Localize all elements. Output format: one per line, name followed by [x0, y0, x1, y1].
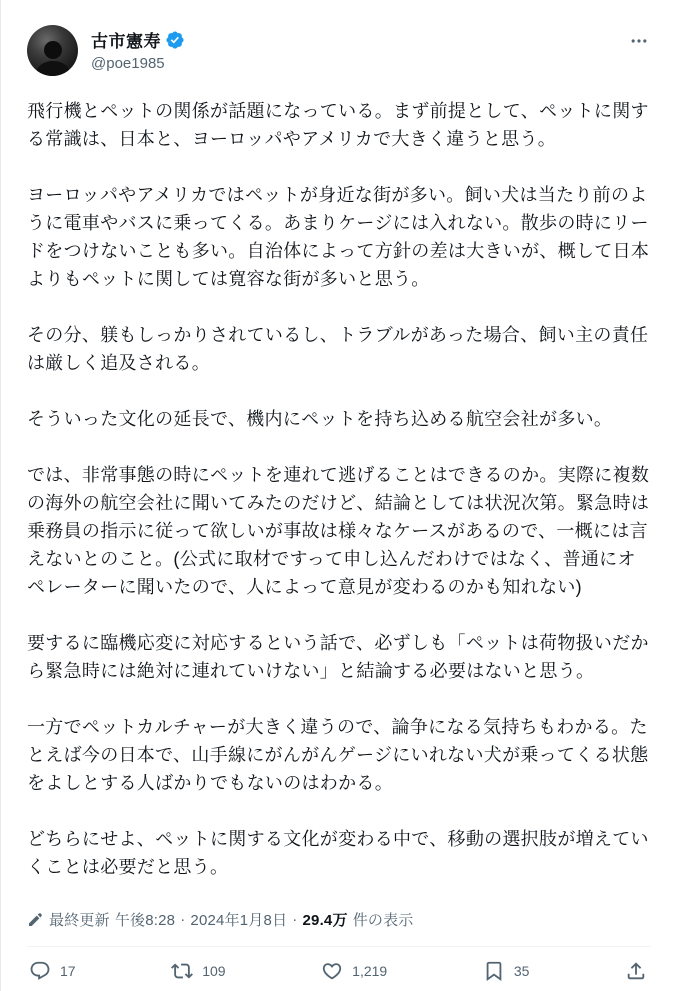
more-button[interactable] [627, 27, 651, 60]
post-metadata [27, 909, 651, 930]
post-paragraph: どちらにせよ、ペットに関する文化が変わる中で、移動の選択肢が増えていくことは必要だと思う。 [27, 829, 649, 877]
post-paragraph: ヨーロッパやアメリカではペットが身近な街が多い。飼い犬は当たり前のように電車やバスに乗ってくる。あまりケージには入れない。散歩の時にリードをつけないことも多い。自治体によって方針の差は大きいが、概して日本よりもペットに関しては寛容な街が多いと思う。 [27, 185, 650, 289]
meta-separator: · [292, 911, 298, 928]
bookmark-icon [483, 960, 505, 982]
reply-count: 17 [60, 963, 76, 979]
tweet-header [27, 25, 651, 76]
identity-block [91, 25, 627, 72]
views-count: 29.4万 [302, 912, 348, 929]
edited-label: 最終更新 [49, 912, 110, 929]
post-paragraph: そういった文化の延長で、機内にペットを持ち込める航空会社が多い。 [27, 409, 613, 429]
user-handle[interactable]: @poe1985 [91, 55, 165, 72]
reply-button[interactable] [29, 960, 76, 982]
edited-pencil-icon [27, 912, 43, 928]
post-paragraph: 飛行機とペットの関係が話題になっている。まず前提として、ペットに関する常識は、日本と、ヨーロッパやアメリカで大きく違うと思う。 [27, 101, 649, 149]
like-button[interactable] [321, 960, 387, 982]
repost-button[interactable] [171, 960, 225, 982]
avatar[interactable] [27, 25, 78, 76]
repost-count: 109 [202, 963, 226, 979]
bookmark-count: 35 [513, 963, 530, 979]
post-paragraph: 一方でペットカルチャーが大きく違うので、論争になる気持ちもわかる。たとえば今の日本で、山手線にがんがんゲージにいれない犬が乗ってくる状態をよしとする人ばかりでもないのはわかる。 [27, 717, 649, 793]
post-time[interactable]: 午後8:28 [114, 912, 176, 929]
post-paragraph: その分、躾もしっかりされているし、トラブルがあった場合、飼い主の責任は厳しく追及される。 [27, 325, 649, 373]
post-date[interactable]: 2024年1月8日 [190, 912, 288, 929]
verified-badge-icon [165, 30, 185, 50]
action-bar [27, 947, 651, 991]
display-name[interactable]: 古市憲寿 [91, 32, 161, 51]
views-label: 件の表示 [352, 912, 414, 929]
post-paragraph: では、非常事態の時にペットを連れて逃げることはできるのか。実際に複数の海外の航空会社に聞いてみたのだけど、結論としては状況次第。緊急時は乗務員の指示に従って欲しいが事故は様々なケースがあるので、一概には言えないとのこと。(公式に取材ですって申し込んだわけではなく、普通にオペレーターに聞いたので、人によって意見が変わるのかも知れない) [27, 465, 650, 597]
bookmark-button[interactable] [483, 960, 530, 982]
post-text [27, 97, 651, 881]
avatar-silhouette-icon [33, 37, 73, 76]
meta-separator: · [180, 911, 186, 928]
post-paragraph: 要するに臨機応変に対応するという話で、必ずしも「ペットは荷物扱いだから緊急時には絶対に連れていけない」と結論する必要はないと思う。 [27, 633, 649, 681]
ellipsis-icon [629, 31, 649, 51]
reply-icon [29, 960, 51, 982]
like-count: 1,219 [352, 963, 388, 979]
share-button[interactable] [625, 960, 647, 982]
share-icon [625, 960, 647, 982]
repost-icon [171, 960, 193, 982]
like-heart-icon [321, 960, 343, 982]
